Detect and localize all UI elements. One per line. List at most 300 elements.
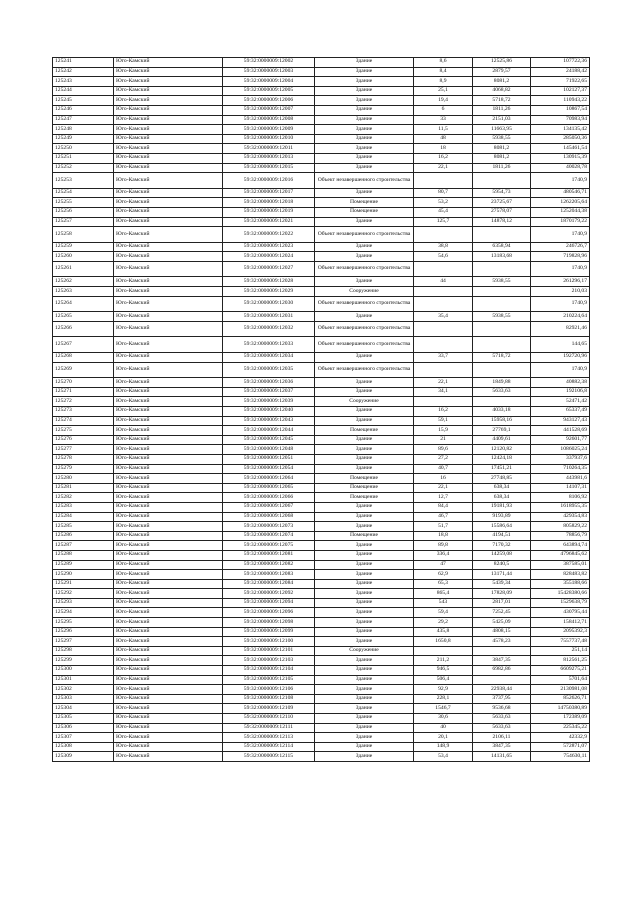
district-cell: Юго-Камский xyxy=(114,454,223,464)
row-number-cell: 125287 xyxy=(53,541,114,551)
cadastral-number-cell: 59:32:0000009:12054 xyxy=(223,464,315,474)
cadastral-value-cell: 1740,9 xyxy=(531,227,590,243)
area-cell: 84,4 xyxy=(414,502,473,512)
area-cell xyxy=(414,287,473,297)
area-cell xyxy=(414,173,473,189)
cadastral-number-cell: 59:32:0000009:12016 xyxy=(223,173,315,189)
row-number-cell: 125273 xyxy=(53,407,114,417)
cadastral-number-cell: 59:32:0000009:12011 xyxy=(223,144,315,154)
cadastral-value-cell: 40028,78 xyxy=(531,163,590,173)
specific-value-cell: 7170,32 xyxy=(473,541,531,551)
row-number-cell: 125281 xyxy=(53,483,114,493)
cadastral-value-cell: 337937,6 xyxy=(531,454,590,464)
row-number-cell: 125298 xyxy=(53,646,114,656)
specific-value-cell: 27578,07 xyxy=(473,207,531,217)
area-cell: 35,4 xyxy=(414,312,473,322)
specific-value-cell: 4068,82 xyxy=(473,86,531,96)
cadastral-value-cell: 158412,71 xyxy=(531,618,590,628)
table-row xyxy=(53,397,590,407)
specific-value-cell: 4033,18 xyxy=(473,407,531,417)
cadastral-number-cell: 59:32:0000009:12024 xyxy=(223,252,315,262)
table-row xyxy=(53,188,590,198)
district-cell: Юго-Камский xyxy=(114,173,223,189)
row-number-cell: 125301 xyxy=(53,675,114,685)
district-cell: Юго-Камский xyxy=(114,426,223,436)
table-row xyxy=(53,646,590,656)
object-type-cell: Здание xyxy=(315,579,414,589)
table-row xyxy=(53,163,590,173)
cadastral-number-cell: 59:32:0000009:12036 xyxy=(223,378,315,388)
specific-value-cell xyxy=(473,321,531,337)
cadastral-number-cell: 59:32:0000009:12021 xyxy=(223,217,315,227)
district-cell: Юго-Камский xyxy=(114,598,223,608)
district-cell: Юго-Камский xyxy=(114,522,223,532)
cadastral-value-cell: 2095392,3 xyxy=(531,627,590,637)
district-cell: Юго-Камский xyxy=(114,296,223,312)
district-cell: Юго-Камский xyxy=(114,77,223,87)
row-number-cell: 125290 xyxy=(53,570,114,580)
row-number-cell: 125250 xyxy=(53,144,114,154)
object-type-cell: Сооружение xyxy=(315,646,414,656)
table-row xyxy=(53,618,590,628)
row-number-cell: 125280 xyxy=(53,474,114,484)
area-cell: 89,8 xyxy=(414,541,473,551)
cadastral-number-cell: 59:32:0000009:12013 xyxy=(223,153,315,163)
specific-value-cell: 8240,5 xyxy=(473,560,531,570)
area-cell: 54,6 xyxy=(414,252,473,262)
cadastral-number-cell: 59:32:0000009:12094 xyxy=(223,598,315,608)
district-cell: Юго-Камский xyxy=(114,407,223,417)
cadastral-number-cell: 59:32:0000009:12082 xyxy=(223,560,315,570)
table-row xyxy=(53,723,590,733)
area-cell: 435,8 xyxy=(414,627,473,637)
row-number-cell: 125307 xyxy=(53,733,114,743)
cadastral-value-cell: 78856,79 xyxy=(531,531,590,541)
cadastral-value-cell: 7557737,48 xyxy=(531,637,590,647)
cadastral-value-cell: 24188,42 xyxy=(531,67,590,77)
object-type-cell: Помещение xyxy=(315,493,414,503)
object-type-cell: Объект незавершенного строительства xyxy=(315,321,414,337)
object-type-cell: Здание xyxy=(315,67,414,77)
object-type-cell: Здание xyxy=(315,550,414,560)
district-cell: Юго-Камский xyxy=(114,397,223,407)
object-type-cell: Здание xyxy=(315,618,414,628)
cadastral-number-cell: 59:32:0000009:12103 xyxy=(223,656,315,666)
row-number-cell: 125299 xyxy=(53,656,114,666)
table-row xyxy=(53,694,590,704)
cadastral-value-cell: 110943,22 xyxy=(531,96,590,106)
object-type-cell: Здание xyxy=(315,464,414,474)
district-cell: Юго-Камский xyxy=(114,105,223,115)
area-cell: 8,6 xyxy=(414,58,473,68)
cadastral-number-cell: 59:32:0000009:12008 xyxy=(223,115,315,125)
district-cell: Юго-Камский xyxy=(114,321,223,337)
cadastral-number-cell: 59:32:0000009:12040 xyxy=(223,407,315,417)
area-cell: 45,4 xyxy=(414,207,473,217)
cadastral-value-cell: 1086025,24 xyxy=(531,445,590,455)
object-type-cell: Здание xyxy=(315,694,414,704)
table-row xyxy=(53,387,590,397)
cadastral-value-cell: 572871,07 xyxy=(531,742,590,752)
cadastral-value-cell: 285050,36 xyxy=(531,134,590,144)
district-cell: Юго-Камский xyxy=(114,445,223,455)
district-cell: Юго-Камский xyxy=(114,353,223,363)
cadastral-value-cell: 246726,7 xyxy=(531,242,590,252)
object-type-cell: Здание xyxy=(315,541,414,551)
row-number-cell: 125244 xyxy=(53,86,114,96)
table-body xyxy=(53,58,590,762)
district-cell: Юго-Камский xyxy=(114,58,223,68)
cadastral-number-cell: 59:32:0000009:12115 xyxy=(223,752,315,762)
table-row xyxy=(53,426,590,436)
district-cell: Юго-Камский xyxy=(114,627,223,637)
row-number-cell: 125255 xyxy=(53,198,114,208)
area-cell: 22,1 xyxy=(414,378,473,388)
specific-value-cell: 3737,95 xyxy=(473,694,531,704)
cadastral-value-cell: 1740,9 xyxy=(531,173,590,189)
district-cell: Юго-Камский xyxy=(114,579,223,589)
specific-value-cell: 8081,2 xyxy=(473,144,531,154)
area-cell: 40,7 xyxy=(414,464,473,474)
district-cell: Юго-Камский xyxy=(114,252,223,262)
row-number-cell: 125284 xyxy=(53,512,114,522)
cadastral-number-cell: 59:32:0000009:12065 xyxy=(223,483,315,493)
object-type-cell: Объект незавершенного строительства xyxy=(315,337,414,353)
specific-value-cell xyxy=(473,173,531,189)
specific-value-cell: 27769,1 xyxy=(473,426,531,436)
object-type-cell: Здание xyxy=(315,502,414,512)
row-number-cell: 125271 xyxy=(53,387,114,397)
cadastral-value-cell: 225345,22 xyxy=(531,723,590,733)
district-cell: Юго-Камский xyxy=(114,362,223,378)
cadastral-value-cell: 172389,09 xyxy=(531,714,590,724)
area-cell xyxy=(414,296,473,312)
area-cell: 8,4 xyxy=(414,67,473,77)
specific-value-cell: 8081,2 xyxy=(473,77,531,87)
area-cell: 30,6 xyxy=(414,714,473,724)
cadastral-value-cell: 192106,8 xyxy=(531,387,590,397)
table-row xyxy=(53,296,590,312)
row-number-cell: 125249 xyxy=(53,134,114,144)
district-cell: Юго-Камский xyxy=(114,570,223,580)
area-cell: 6 xyxy=(414,105,473,115)
row-number-cell: 125248 xyxy=(53,125,114,135)
specific-value-cell: 638,34 xyxy=(473,493,531,503)
area-cell: 22,1 xyxy=(414,483,473,493)
specific-value-cell: 638,34 xyxy=(473,483,531,493)
row-number-cell: 125260 xyxy=(53,252,114,262)
cadastral-number-cell: 59:32:0000009:12010 xyxy=(223,134,315,144)
cadastral-number-cell: 59:32:0000009:12073 xyxy=(223,522,315,532)
area-cell: 18,8 xyxy=(414,531,473,541)
table-row xyxy=(53,337,590,353)
table-row xyxy=(53,752,590,762)
row-number-cell: 125258 xyxy=(53,227,114,243)
table-row xyxy=(53,378,590,388)
object-type-cell: Здание xyxy=(315,704,414,714)
object-type-cell: Здание xyxy=(315,570,414,580)
row-number-cell: 125275 xyxy=(53,426,114,436)
cadastral-value-cell: 1740,9 xyxy=(531,261,590,277)
object-type-cell: Здание xyxy=(315,153,414,163)
cadastral-value-cell: 10867,54 xyxy=(531,105,590,115)
object-type-cell: Здание xyxy=(315,312,414,322)
cadastral-number-cell: 59:32:0000009:12113 xyxy=(223,733,315,743)
area-cell: 80,7 xyxy=(414,188,473,198)
row-number-cell: 125256 xyxy=(53,207,114,217)
cadastral-number-cell: 59:32:0000009:12064 xyxy=(223,474,315,484)
specific-value-cell: 14878,12 xyxy=(473,217,531,227)
area-cell xyxy=(414,397,473,407)
district-cell: Юго-Камский xyxy=(114,387,223,397)
row-number-cell: 125282 xyxy=(53,493,114,503)
row-number-cell: 125288 xyxy=(53,550,114,560)
area-cell xyxy=(414,337,473,353)
table-row xyxy=(53,407,590,417)
object-type-cell: Здание xyxy=(315,353,414,363)
district-cell: Юго-Камский xyxy=(114,134,223,144)
object-type-cell: Здание xyxy=(315,685,414,695)
district-cell: Юго-Камский xyxy=(114,675,223,685)
table-row xyxy=(53,435,590,445)
row-number-cell: 125283 xyxy=(53,502,114,512)
table-row xyxy=(53,714,590,724)
specific-value-cell xyxy=(473,337,531,353)
table-row xyxy=(53,77,590,87)
cadastral-value-cell: 943127,43 xyxy=(531,416,590,426)
district-cell: Юго-Камский xyxy=(114,261,223,277)
district-cell: Юго-Камский xyxy=(114,86,223,96)
row-number-cell: 125261 xyxy=(53,261,114,277)
object-type-cell: Здание xyxy=(315,656,414,666)
district-cell: Юго-Камский xyxy=(114,483,223,493)
cadastral-value-cell: 14107,31 xyxy=(531,483,590,493)
district-cell: Юго-Камский xyxy=(114,435,223,445)
row-number-cell: 125265 xyxy=(53,312,114,322)
district-cell: Юго-Камский xyxy=(114,656,223,666)
specific-value-cell: 14259,08 xyxy=(473,550,531,560)
row-number-cell: 125285 xyxy=(53,522,114,532)
object-type-cell: Здание xyxy=(315,105,414,115)
object-type-cell: Здание xyxy=(315,86,414,96)
table-row xyxy=(53,666,590,676)
specific-value-cell: 4194,51 xyxy=(473,531,531,541)
cadastral-number-cell: 59:32:0000009:12051 xyxy=(223,454,315,464)
cadastral-value-cell: 1618955,35 xyxy=(531,502,590,512)
table-row xyxy=(53,227,590,243)
specific-value-cell: 2151,03 xyxy=(473,115,531,125)
cadastral-value-cell: 805829,22 xyxy=(531,522,590,532)
cadastral-number-cell: 59:32:0000009:12074 xyxy=(223,531,315,541)
object-type-cell: Здание xyxy=(315,522,414,532)
table-row xyxy=(53,541,590,551)
row-number-cell: 125243 xyxy=(53,77,114,87)
cadastral-number-cell: 59:32:0000009:12108 xyxy=(223,694,315,704)
district-cell: Юго-Камский xyxy=(114,312,223,322)
object-type-cell: Здание xyxy=(315,627,414,637)
specific-value-cell: 14131,65 xyxy=(473,752,531,762)
specific-value-cell: 15586,64 xyxy=(473,522,531,532)
area-cell: 22,1 xyxy=(414,163,473,173)
specific-value-cell: 17451,21 xyxy=(473,464,531,474)
specific-value-cell: 13171,44 xyxy=(473,570,531,580)
area-cell: 865,4 xyxy=(414,589,473,599)
specific-value-cell: 5633,63 xyxy=(473,723,531,733)
cadastral-number-cell: 59:32:0000009:12039 xyxy=(223,397,315,407)
district-cell: Юго-Камский xyxy=(114,723,223,733)
table-row xyxy=(53,362,590,378)
table-row xyxy=(53,454,590,464)
specific-value-cell: 1849,88 xyxy=(473,378,531,388)
object-type-cell: Здание xyxy=(315,666,414,676)
district-cell: Юго-Камский xyxy=(114,153,223,163)
table-row xyxy=(53,512,590,522)
cadastral-value-cell: 71922,65 xyxy=(531,77,590,87)
table-row xyxy=(53,733,590,743)
row-number-cell: 125303 xyxy=(53,694,114,704)
area-cell: 946,5 xyxy=(414,666,473,676)
cadastral-value-cell: 107722,36 xyxy=(531,58,590,68)
row-number-cell: 125252 xyxy=(53,163,114,173)
district-cell: Юго-Камский xyxy=(114,115,223,125)
cadastral-number-cell: 59:32:0000009:12037 xyxy=(223,387,315,397)
district-cell: Юго-Камский xyxy=(114,378,223,388)
table-row xyxy=(53,153,590,163)
specific-value-cell: 11663,95 xyxy=(473,125,531,135)
area-cell xyxy=(414,646,473,656)
table-row xyxy=(53,261,590,277)
table-row xyxy=(53,173,590,189)
row-number-cell: 125292 xyxy=(53,589,114,599)
object-type-cell: Помещение xyxy=(315,531,414,541)
row-number-cell: 125276 xyxy=(53,435,114,445)
table-row xyxy=(53,589,590,599)
cadastral-number-cell: 59:32:0000009:12100 xyxy=(223,637,315,647)
specific-value-cell: 9536,68 xyxy=(473,704,531,714)
row-number-cell: 125245 xyxy=(53,96,114,106)
table-row xyxy=(53,67,590,77)
object-type-cell: Здание xyxy=(315,752,414,762)
table-row xyxy=(53,704,590,714)
object-type-cell: Здание xyxy=(315,416,414,426)
specific-value-cell: 3847,35 xyxy=(473,742,531,752)
area-cell: 53,2 xyxy=(414,198,473,208)
object-type-cell: Объект незавершенного строительства xyxy=(315,296,414,312)
cadastral-number-cell: 59:32:0000009:12015 xyxy=(223,163,315,173)
object-type-cell: Здание xyxy=(315,115,414,125)
specific-value-cell: 6358,94 xyxy=(473,242,531,252)
row-number-cell: 125257 xyxy=(53,217,114,227)
specific-value-cell: 12424,18 xyxy=(473,454,531,464)
cadastral-value-cell: 8106,92 xyxy=(531,493,590,503)
district-cell: Юго-Камский xyxy=(114,742,223,752)
cadastral-number-cell: 59:32:0000009:12027 xyxy=(223,261,315,277)
cadastral-number-cell: 59:32:0000009:12019 xyxy=(223,207,315,217)
cadastral-number-cell: 59:32:0000009:12075 xyxy=(223,541,315,551)
district-cell: Юго-Камский xyxy=(114,637,223,647)
table-row xyxy=(53,608,590,618)
row-number-cell: 125296 xyxy=(53,627,114,637)
cadastral-value-cell: 145461,54 xyxy=(531,144,590,154)
specific-value-cell: 5439,34 xyxy=(473,579,531,589)
object-type-cell: Здание xyxy=(315,454,414,464)
area-cell: 89,6 xyxy=(414,445,473,455)
district-cell: Юго-Камский xyxy=(114,704,223,714)
object-type-cell: Здание xyxy=(315,733,414,743)
specific-value-cell: 27748,85 xyxy=(473,474,531,484)
district-cell: Юго-Камский xyxy=(114,217,223,227)
cadastral-value-cell: 430795,44 xyxy=(531,608,590,618)
cadastral-number-cell: 59:32:0000009:12084 xyxy=(223,579,315,589)
specific-value-cell: 2106,11 xyxy=(473,733,531,743)
area-cell: 33,7 xyxy=(414,353,473,363)
area-cell xyxy=(414,261,473,277)
specific-value-cell: 12120,82 xyxy=(473,445,531,455)
specific-value-cell: 2879,57 xyxy=(473,67,531,77)
row-number-cell: 125241 xyxy=(53,58,114,68)
table-row xyxy=(53,125,590,135)
object-type-cell: Сооружение xyxy=(315,287,414,297)
row-number-cell: 125272 xyxy=(53,397,114,407)
table-row xyxy=(53,550,590,560)
object-type-cell: Здание xyxy=(315,435,414,445)
object-type-cell: Здание xyxy=(315,445,414,455)
table-row xyxy=(53,560,590,570)
cadastral-value-cell: 2130981,08 xyxy=(531,685,590,695)
row-number-cell: 125246 xyxy=(53,105,114,115)
area-cell: 20,1 xyxy=(414,733,473,743)
object-type-cell: Здание xyxy=(315,96,414,106)
row-number-cell: 125293 xyxy=(53,598,114,608)
area-cell: 51,7 xyxy=(414,522,473,532)
area-cell: 27,2 xyxy=(414,454,473,464)
object-type-cell: Помещение xyxy=(315,483,414,493)
object-type-cell: Здание xyxy=(315,252,414,262)
district-cell: Юго-Камский xyxy=(114,714,223,724)
specific-value-cell: 22938,44 xyxy=(473,685,531,695)
cadastral-number-cell: 59:32:0000009:12092 xyxy=(223,589,315,599)
cadastral-number-cell: 59:32:0000009:12099 xyxy=(223,627,315,637)
specific-value-cell: 15958,16 xyxy=(473,416,531,426)
specific-value-cell: 5425,09 xyxy=(473,618,531,628)
table-row xyxy=(53,570,590,580)
area-cell: 59,4 xyxy=(414,608,473,618)
row-number-cell: 125297 xyxy=(53,637,114,647)
district-cell: Юго-Камский xyxy=(114,618,223,628)
district-cell: Юго-Камский xyxy=(114,198,223,208)
district-cell: Юго-Камский xyxy=(114,646,223,656)
object-type-cell: Здание xyxy=(315,637,414,647)
table-row xyxy=(53,287,590,297)
cadastral-value-cell: 387585,01 xyxy=(531,560,590,570)
district-cell: Юго-Камский xyxy=(114,531,223,541)
cadastral-value-cell: 134135,42 xyxy=(531,125,590,135)
specific-value-cell xyxy=(473,227,531,243)
district-cell: Юго-Камский xyxy=(114,242,223,252)
cadastral-value-cell: 710264,35 xyxy=(531,464,590,474)
row-number-cell: 125253 xyxy=(53,173,114,189)
object-type-cell: Здание xyxy=(315,608,414,618)
area-cell: 15,9 xyxy=(414,426,473,436)
area-cell: 29,2 xyxy=(414,618,473,628)
cadastral-number-cell: 59:32:0000009:12068 xyxy=(223,512,315,522)
cadastral-value-cell: 210,03 xyxy=(531,287,590,297)
row-number-cell: 125291 xyxy=(53,579,114,589)
object-type-cell: Объект незавершенного строительства xyxy=(315,261,414,277)
object-type-cell: Здание xyxy=(315,675,414,685)
row-number-cell: 125264 xyxy=(53,296,114,312)
area-cell: 1650,8 xyxy=(414,637,473,647)
